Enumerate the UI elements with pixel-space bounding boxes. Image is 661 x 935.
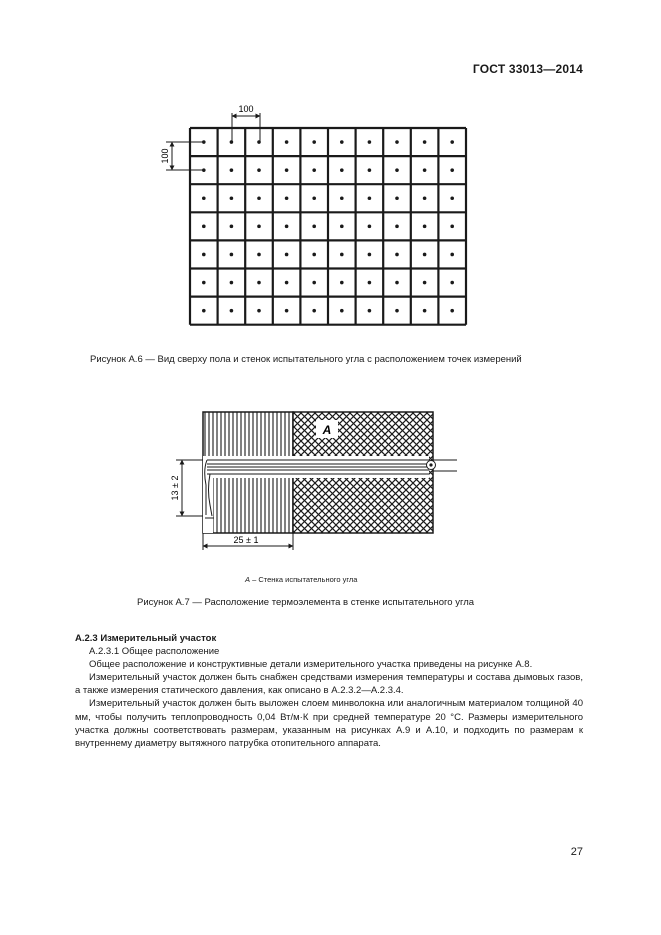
vertical-dimension — [176, 460, 203, 516]
measurement-point — [368, 168, 372, 172]
measurement-point — [230, 140, 234, 144]
measurement-point — [450, 225, 454, 229]
measurement-point — [340, 281, 344, 285]
measurement-point — [230, 253, 234, 257]
measurement-point — [368, 225, 372, 229]
measurement-point — [395, 168, 399, 172]
measurement-point — [202, 281, 206, 285]
section-text — [75, 632, 583, 750]
measurement-point — [312, 168, 316, 172]
measurement-point — [450, 253, 454, 257]
measurement-point — [312, 225, 316, 229]
measurement-point — [285, 140, 289, 144]
measurement-point — [395, 281, 399, 285]
figure-a7-legend — [245, 575, 357, 584]
measurement-point — [202, 253, 206, 257]
figure-a6-measurement-grid — [0, 0, 661, 340]
measurement-point — [395, 196, 399, 200]
dimension-vertical-label: 13 ± 2 — [170, 475, 180, 501]
measurement-point — [423, 140, 427, 144]
measurement-point — [368, 196, 372, 200]
measurement-point — [257, 196, 261, 200]
measurement-point — [368, 253, 372, 257]
paragraph: Измерительный участок должен быть выложен слоем минволокна или аналогичным материалом толщиной 40 мм, чтобы получить теплопроводность 0,04 Вт/м·К при средней температуре 20 °С. Размеры измерительного участка должны соответствовать размерам, указанным на рисунках А.9 и А.10, и подходить по размерам к внутреннему диаметру вытяжного патрубка отопительного аппарата. — [75, 698, 583, 749]
measurement-point — [368, 140, 372, 144]
measurement-point — [450, 168, 454, 172]
measurement-point — [395, 253, 399, 257]
measurement-point — [450, 281, 454, 285]
measurement-point — [340, 225, 344, 229]
measurement-point — [423, 253, 427, 257]
measurement-point — [285, 309, 289, 313]
dimension-left-label: 100 — [160, 148, 170, 164]
measurement-point — [312, 281, 316, 285]
measurement-point — [230, 225, 234, 229]
measurement-point — [423, 196, 427, 200]
measurement-point — [257, 309, 261, 313]
measurement-point — [450, 309, 454, 313]
measurement-point — [312, 140, 316, 144]
paragraph: Измерительный участок должен быть снабжен средствами измерения температуры и состава дымовых газов, а также измерения статического давления, как описано в А.2.3.2—А.2.3.4. — [75, 672, 583, 697]
measurement-point — [257, 281, 261, 285]
measurement-point — [257, 253, 261, 257]
measurement-point — [395, 309, 399, 313]
legend-text: – Стенка испытательного угла — [250, 575, 358, 584]
measurement-point — [230, 309, 234, 313]
page-number: 27 — [570, 846, 583, 858]
measurement-point — [340, 253, 344, 257]
marker-a: А — [322, 423, 332, 437]
measurement-point — [257, 168, 261, 172]
measurement-point — [230, 168, 234, 172]
measurement-point — [285, 168, 289, 172]
measurement-point — [230, 196, 234, 200]
measurement-point — [395, 140, 399, 144]
paragraph: Общее расположение и конструктивные детали измерительного участка приведены на рисунке А.8. — [89, 659, 533, 671]
figure-a7-thermocouple-wall — [0, 395, 661, 565]
measurement-point — [202, 309, 206, 313]
measurement-point — [368, 281, 372, 285]
measurement-point — [450, 140, 454, 144]
measurement-point — [285, 225, 289, 229]
measurement-point — [340, 196, 344, 200]
measurement-point — [312, 309, 316, 313]
measurement-point — [312, 253, 316, 257]
measurement-point — [257, 225, 261, 229]
measurement-point — [450, 196, 454, 200]
measurement-point — [312, 196, 316, 200]
subsection-title: А.2.3.1 Общее расположение — [89, 646, 220, 658]
measurement-point — [285, 281, 289, 285]
measurement-point — [395, 225, 399, 229]
measurement-point — [202, 168, 206, 172]
section-title: А.2.3 Измерительный участок — [75, 633, 217, 644]
measurement-point — [368, 309, 372, 313]
measurement-point — [285, 196, 289, 200]
measurement-point — [423, 168, 427, 172]
measurement-point — [202, 140, 206, 144]
document-header: ГОСТ 33013—2014 — [472, 62, 583, 76]
figure-a6-caption: Рисунок А.6 — Вид сверху пола и стенок испытательного угла с расположением точек измерений — [90, 354, 522, 365]
measurement-point — [423, 281, 427, 285]
dimension-top-label: 100 — [238, 104, 254, 114]
measurement-point — [285, 253, 289, 257]
measurement-point — [340, 168, 344, 172]
measurement-point — [340, 140, 344, 144]
figure-a7-caption: Рисунок А.7 — Расположение термоэлемента в стенке испытательного угла — [137, 597, 475, 608]
measurement-point — [202, 196, 206, 200]
measurement-point — [423, 309, 427, 313]
measurement-point — [230, 281, 234, 285]
dimension-horizontal-label: 25 ± 1 — [233, 535, 259, 545]
legend-letter: А — [245, 575, 251, 584]
measurement-point — [423, 225, 427, 229]
measurement-point — [202, 225, 206, 229]
measurement-point — [340, 309, 344, 313]
